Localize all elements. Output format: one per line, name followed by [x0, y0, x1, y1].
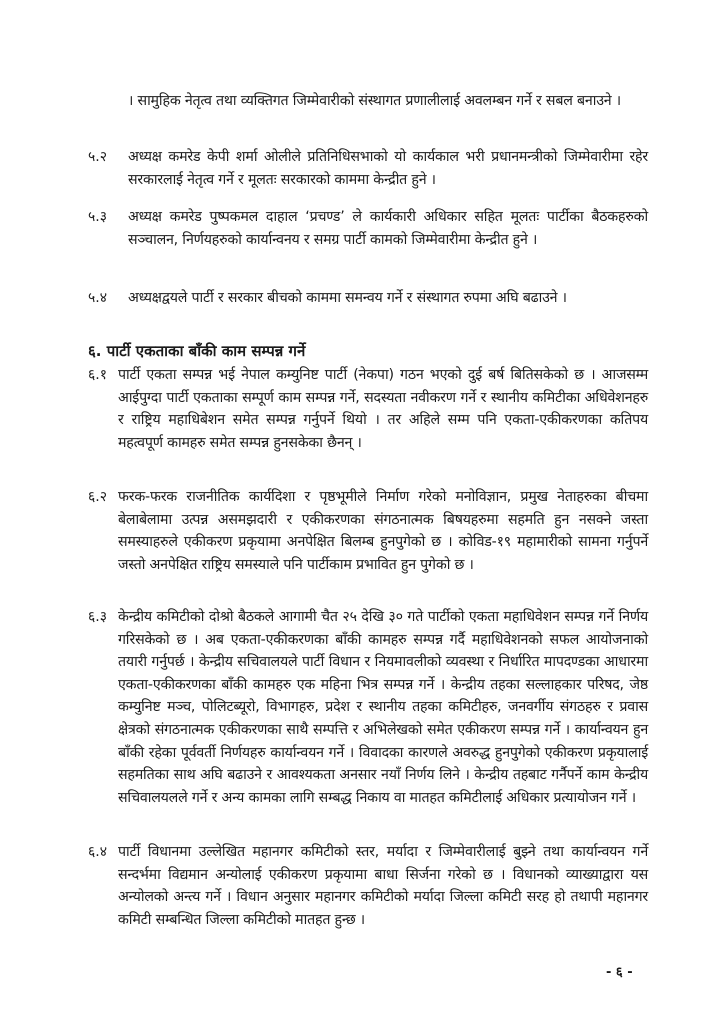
- item-text: पार्टी विधानमा उल्लेखित महानगर कमिटीको स्तर, मर्यादा र जिम्मेवारीलाई बुझ्ने तथा कार्यान्वयन गर्ने सन्दर्भमा विद्यमान अन्योलाई एकीकरण प्रकृयामा बाधा सिर्जना गरेको छ । विधानको व्याख्याद्वारा यस अन्योलको अन्त्य गर्ने । विधान अनुसार महानगर कमिटीको मर्यादा जिल्ला कमिटी सरह हो तथापी महानगर कमिटी सम्बन्धित जिल्ला कमिटीको मातहत हुन्छ ।: [118, 844, 648, 928]
- item-text: अध्यक्षद्वयले पार्टी र सरकार बीचको काममा समन्वय गर्ने र संस्थागत रुपमा अघि बढाउने ।: [128, 290, 567, 306]
- continuation-paragraph: । सामुहिक नेतृत्व तथा व्यक्तिगत जिम्मेवारीको संस्थागत प्रणालीलाई अवलम्बन गर्ने र सबल बनाउने ।: [128, 93, 621, 109]
- page-number: - ६ -: [606, 965, 633, 980]
- item-number: ५.४: [88, 290, 108, 306]
- item-number: ६.३: [88, 609, 108, 625]
- item-number: ६.२: [88, 489, 108, 505]
- item-text: फरक-फरक राजनीतिक कार्यदिशा र पृष्ठभूमीले निर्माण गरेको मनोविज्ञान, प्रमुख नेताहरुका बीचमा बेलाबेलामा उत्पन्न असमझदारी र एकीकरणका संगठनात्मक बिषयहरुमा सहमति हुन नसक्ने जस्ता समस्याहरुले एकीकरण प्रकृयामा अनपेक्षित बिलम्ब हुनपुगेको छ । कोविड-१९ महामारीको सामना गर्नुपर्ने जस्तो अनपेक्षित राष्ट्रिय समस्याले पनि पार्टीकाम प्रभावित हुन पुगेको छ ।: [118, 489, 648, 573]
- item-text: अध्यक्ष कमरेड पुष्पकमल दाहाल ‘प्रचण्ड’ ले कार्यकारी अधिकार सहित मूलतः पार्टीका बैठकहरुको सञ्चालन, निर्णयहरुको कार्यान्वनय र समग्र पार्टी कामको जिम्मेवारीमा केन्द्रीत हुने ।: [128, 209, 648, 248]
- item-text: पार्टी एकता सम्पन्न भई नेपाल कम्युनिष्ट पार्टी (नेकपा) गठन भएको दुई बर्ष बितिसकेको छ । आजसम्म आईपुग्दा पार्टी एकताका सम्पूर्ण काम सम्पन्न गर्ने, सदस्यता नवीकरण गर्ने र स्थानीय कमिटीका अधिवेशनहरु र राष्ट्रिय महाधिबेशन समेत सम्पन्न गर्नुपर्ने थियो । तर अहिले सम्म पनि एकता-एकीकरणका कतिपय महत्वपूर्ण कामहरु समेत सम्पन्न हुनसकेका छैनन् ।: [118, 367, 648, 451]
- section-heading: ६. पार्टी एकताका बाँकी काम सम्पन्न गर्ने: [88, 342, 306, 360]
- item-number: ६.१: [88, 367, 108, 383]
- item-text: केन्द्रीय कमिटीको दोश्रो बैठकले आगामी चैत २५ देखि ३० गते पार्टीको एकता महाधिवेशन सम्पन्न गर्ने निर्णय गरिसकेको छ । अब एकता-एकीकरणका बाँकी कामहरु सम्पन्न गर्दै महाधिवेशनको सफल आयोजनाको तयारी गर्नुपर्छ । केन्द्रीय सचिवालयले पार्टी विधान र नियमावलीको व्यवस्था र निर्धारित मापदण्डका आधारमा एकता-एकीकरणका बाँकी कामहरु एक महिना भित्र सम्पन्न गर्ने । केन्द्रीय तहका सल्लाहकार परिषद, जेष्ठ कम्युनिष्ट मञ्च, पोलिटब्यूरो, विभागहरु, प्रदेश र स्थानीय तहका कमिटीहरु, जनवर्गीय संगठहरु र प्रवास क्षेत्रको संगठनात्मक एकीकरणका साथै सम्पत्ति र अभिलेखको समेत एकीकरण सम्पन्न गर्ने । कार्यान्वयन हुन बाँकी रहेका पूर्ववर्ती निर्णयहरु कार्यान्वयन गर्ने । विवादका कारणले अवरुद्ध हुनपुगेको एकीकरण प्रकृयालाई सहमतिका साथ अघि बढाउने र आवश्यकता अनसार नयाँ निर्णय लिने । केन्द्रीय तहबाट गर्नैपर्ने काम केन्द्रीय सचिवालयलले गर्ने र अन्य कामका लागि सम्बद्ध निकाय वा मातहत कमिटीलाई अधिकार प्रत्यायोजन गर्ने ।: [118, 609, 648, 806]
- item-number: ५.३: [88, 209, 108, 225]
- item-text: अध्यक्ष कमरेड केपी शर्मा ओलीले प्रतिनिधिसभाको यो कार्यकाल भरी प्रधानमन्त्रीको जिम्मेवारीमा रहेर सरकारलाई नेतृत्व गर्ने र मूलतः सरकारको काममा केन्द्रीत हुने ।: [128, 149, 648, 188]
- item-number: ६.४: [88, 844, 108, 860]
- item-number: ५.२: [88, 149, 108, 165]
